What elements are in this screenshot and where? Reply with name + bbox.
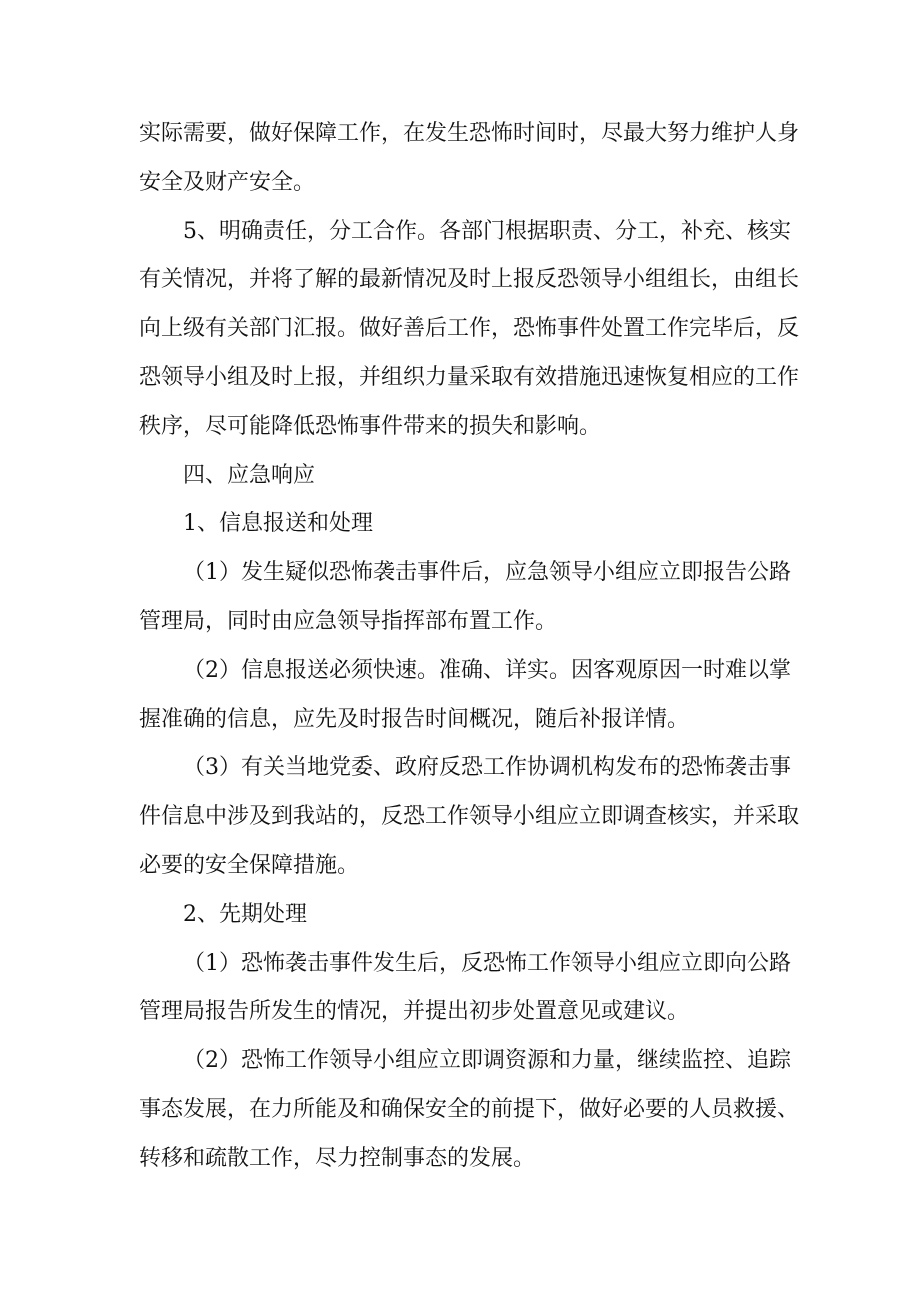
text-line: 事态发展，在力所能及和确保安全的前提下，做好必要的人员救援、 xyxy=(139,1096,800,1122)
text-line: 2、先期处理 xyxy=(183,901,307,927)
text-line: （3）有关当地党委、政府反恐工作协调机构发布的恐怖袭击事 xyxy=(183,755,791,781)
text-line: （1）恐怖袭击事件发生后，反恐怖工作领导小组应立即向公路 xyxy=(183,950,791,976)
text-line: 转移和疏散工作，尽力控制事态的发展。 xyxy=(139,1145,536,1171)
text-line: 四、应急响应 xyxy=(183,462,316,488)
text-line: 恐领导小组及时上报，并组织力量采取有效措施迅速恢复相应的工作 xyxy=(139,364,800,390)
text-line: （2）信息报送必须快速。准确、详实。因客观原因一时难以掌 xyxy=(183,657,791,683)
text-line: 件信息中涉及到我站的，反恐工作领导小组应立即调查核实，并采取 xyxy=(139,804,800,830)
text-line: （2）恐怖工作领导小组应立即调资源和力量，继续监控、追踪 xyxy=(183,1048,791,1074)
text-line: 向上级有关部门汇报。做好善后工作，恐怖事件处置工作完毕后，反 xyxy=(139,316,800,342)
text-line: 有关情况，并将了解的最新情况及时上报反恐领导小组组长，由组长 xyxy=(139,267,800,293)
text-line: 管理局报告所发生的情况，并提出初步处置意见或建议。 xyxy=(139,999,690,1025)
text-line: 秩序，尽可能降低恐怖事件带来的损失和影响。 xyxy=(139,413,602,439)
text-line: 必要的安全保障措施。 xyxy=(139,852,360,878)
text-line: 管理局，同时由应急领导指挥部布置工作。 xyxy=(139,608,558,634)
text-line: 1、信息报送和处理 xyxy=(183,511,373,537)
document-body xyxy=(139,110,800,1184)
text-line: 5、明确责任，分工合作。各部门根据职责、分工，补充、核实 xyxy=(183,218,791,244)
text-line: 安全及财产安全。 xyxy=(139,169,316,195)
text-line: 握准确的信息，应先及时报告时间概况，随后补报详情。 xyxy=(139,706,690,732)
text-line: （1）发生疑似恐怖袭击事件后，应急领导小组应立即报告公路 xyxy=(183,560,791,586)
text-line: 实际需要，做好保障工作，在发生恐怖时间时，尽最大努力维护人身 xyxy=(139,121,800,146)
